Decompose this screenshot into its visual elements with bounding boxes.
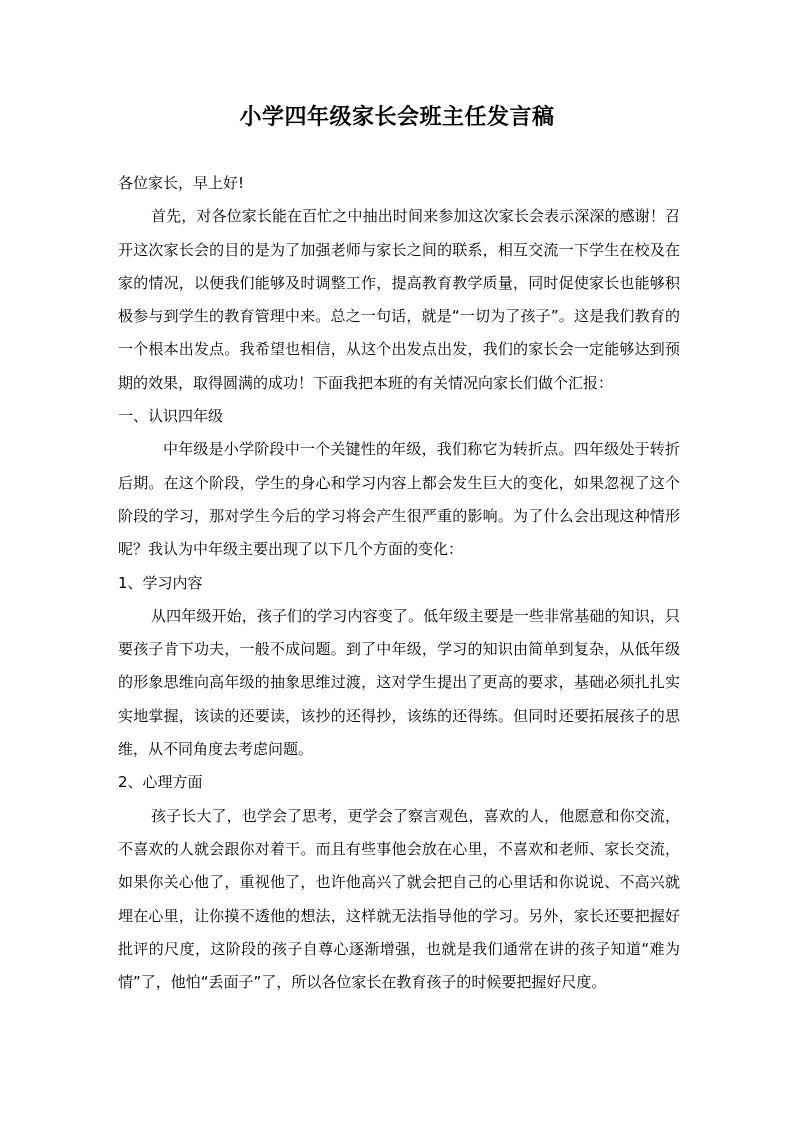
document-body — [118, 167, 680, 999]
greeting: 各位家长，早上好! — [118, 174, 245, 192]
paragraph-psychology: 孩子长大了，也学会了思考，更学会了察言观色，喜欢的人，他愿意和你交流，不喜欢的人就会跟你对着干。而且有些事他会放在心里，不喜欢和老师、家长交流，如果你关心他了，重视他了，也许他高兴了就会把自己的心里话和你说说、不高兴就埋在心里，让你摸不透他的想法，这样就无法指导他的学习。另外，家长还要把握好批评的尺度，这阶段的孩子自尊心逐渐增强，也就是我们通常在讲的孩子知道“难为情”了，他怕“丢面子”了，所以各位家长在教育孩子的时候要把握好尺度。 — [118, 806, 680, 992]
document-title: 小学四年级家长会班主任发言稿 — [239, 104, 555, 130]
intro-paragraph: 首先，对各位家长能在百忙之中抽出时间来参加这次家长会表示深深的感谢！召开这次家长会的目的是为了加强老师与家长之间的联系，相互交流一下学生在校及在家的情况，以便我们能够及时调整工作，提高教育教学质量，同时促使家长也能够积极参与到学生的教育管理中来。总之一句话，就是“一切为了孩子”。这是我们教育的一个根本出发点。我希望也相信，从这个出发点出发，我们的家长会一定能够达到预期的效果，取得圆满的成功！下面我把本班的有关情况向家长们做个汇报： — [118, 207, 680, 392]
subheading-psychology: 2、心理方面 — [118, 773, 203, 792]
paragraph-learning-content: 从四年级开始，孩子们的学习内容变了。低年级主要是一些非常基础的知识，只要孩子肯下功夫，一般不成问题。到了中年级，学习的知识由简单到复杂，从低年级的形象思维向高年级的抽象思维过渡，这对学生提出了更高的要求，基础必须扎扎实实地掌握，该读的还要读，该抄的还得抄，该练的还得练。但同时还要拓展孩子的思维，从不同角度去考虑问题。 — [118, 606, 680, 759]
subheading-learning-content: 1、学习内容 — [118, 573, 203, 592]
section-heading-1: 一、认识四年级 — [118, 407, 224, 426]
section-paragraph-1: 中年级是小学阶段中一个关键性的年级，我们称它为转折点。四年级处于转折后期。在这个阶段，学生的身心和学习内容上都会发生巨大的变化，如果忽视了这个阶段的学习，那对学生今后的学习将会产生很严重的影响。为了什么会出现这种情形呢？我认为中年级主要出现了以下几个方面的变化： — [118, 440, 680, 559]
